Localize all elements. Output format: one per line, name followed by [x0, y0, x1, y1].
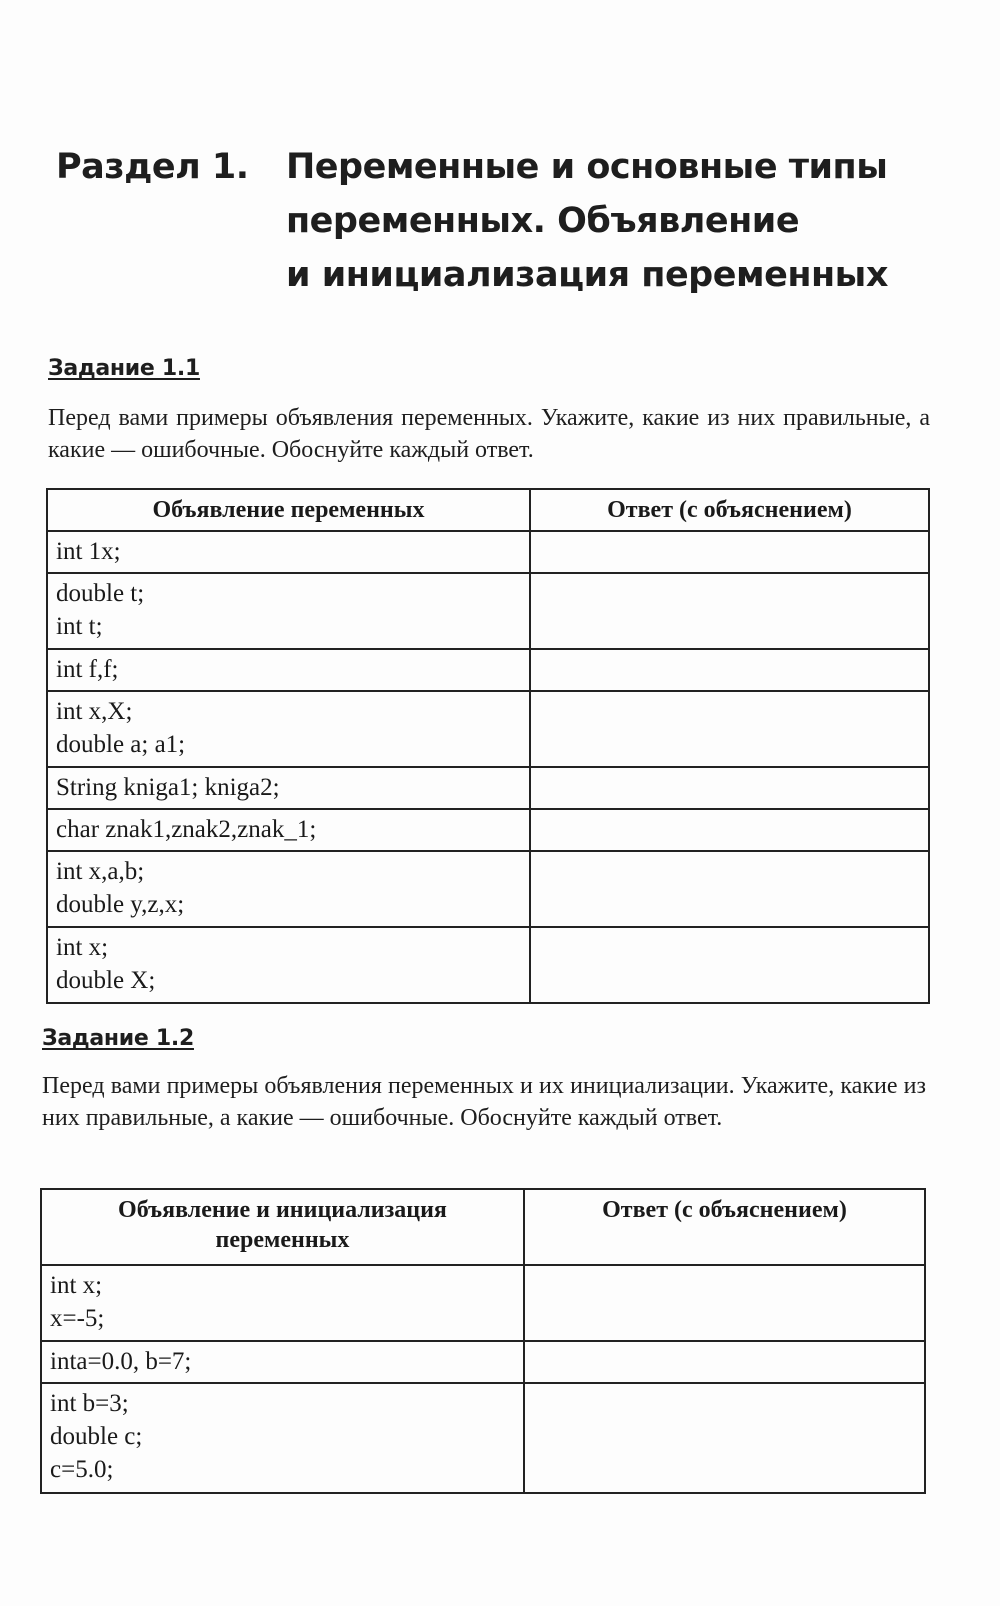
declaration-cell — [47, 531, 530, 573]
table-row — [47, 691, 929, 767]
table-row — [41, 1265, 925, 1341]
task-2-table — [40, 1188, 926, 1494]
code-line: int x,a,b; — [56, 858, 145, 885]
declaration-cell — [47, 927, 530, 1003]
declaration-cell — [47, 573, 530, 649]
section-number: Раздел 1. — [56, 147, 249, 187]
declaration-cell — [47, 649, 530, 691]
column-header: Ответ (с объяснением) — [524, 1189, 925, 1265]
answer-cell[interactable] — [530, 649, 929, 691]
column-header: Ответ (с объяснением) — [530, 489, 929, 531]
answer-cell[interactable] — [530, 851, 929, 927]
declaration-cell — [41, 1265, 524, 1341]
task-1-table — [46, 488, 930, 1004]
code-line: int 1x; — [56, 538, 121, 565]
task-2-label: Задание 1.2 — [42, 1026, 194, 1051]
column-header: Объявление переменных — [47, 489, 530, 531]
answer-cell[interactable] — [530, 573, 929, 649]
code-line: double X; — [56, 967, 156, 994]
code-line: double y,z,x; — [56, 891, 185, 918]
section-title-line: Переменные и основные типы — [286, 147, 888, 187]
code-line: String kniga1; kniga2; — [56, 774, 280, 801]
table-row — [47, 531, 929, 573]
code-line: c=5.0; — [50, 1456, 114, 1483]
task-1-label: Задание 1.1 — [48, 356, 200, 381]
declaration-cell — [41, 1341, 524, 1383]
section-title — [286, 140, 926, 302]
table-row — [41, 1383, 925, 1493]
table-header-row — [41, 1189, 925, 1265]
column-header: Объявление и инициализация переменных — [41, 1189, 524, 1265]
code-line: int x; — [56, 934, 109, 961]
table-row — [41, 1341, 925, 1383]
answer-cell[interactable] — [530, 767, 929, 809]
table-row — [47, 767, 929, 809]
answer-cell[interactable] — [530, 691, 929, 767]
table-row — [47, 927, 929, 1003]
code-line: int f,f; — [56, 656, 119, 683]
section-title-line: переменных. Объявление — [286, 201, 800, 241]
declaration-cell — [41, 1383, 524, 1493]
code-line: double c; — [50, 1423, 143, 1450]
declaration-cell — [47, 691, 530, 767]
declaration-cell — [47, 767, 530, 809]
answer-cell[interactable] — [524, 1383, 925, 1493]
code-line: double a; a1; — [56, 731, 186, 758]
code-line: int b=3; — [50, 1390, 129, 1417]
answer-cell[interactable] — [524, 1265, 925, 1341]
answer-cell[interactable] — [524, 1341, 925, 1383]
declaration-cell — [47, 809, 530, 851]
task-1-text: Перед вами примеры объявления переменных. Укажите, какие из них правильные, а какие — ошибочные. Обоснуйте каждый ответ. — [48, 405, 930, 463]
table-row — [47, 649, 929, 691]
answer-cell[interactable] — [530, 531, 929, 573]
code-line: int t; — [56, 613, 103, 640]
code-line: int x,X; — [56, 698, 133, 725]
code-line: inta=0.0, b=7; — [50, 1348, 192, 1375]
table-row — [47, 573, 929, 649]
table-row — [47, 809, 929, 851]
code-line: double t; — [56, 580, 145, 607]
code-line: int x; — [50, 1272, 103, 1299]
answer-cell[interactable] — [530, 809, 929, 851]
code-line: x=-5; — [50, 1305, 105, 1332]
code-line: char znak1,znak2,znak_1; — [56, 816, 317, 843]
section-title-line: и инициализация переменных — [286, 255, 888, 295]
answer-cell[interactable] — [530, 927, 929, 1003]
table-header-row — [47, 489, 929, 531]
task-2-text: Перед вами примеры объявления переменных и их инициализации. Укажите, какие из них правильные, а какие — ошибочные. Обоснуйте каждый ответ. — [42, 1073, 926, 1131]
declaration-cell — [47, 851, 530, 927]
table-row — [47, 851, 929, 927]
